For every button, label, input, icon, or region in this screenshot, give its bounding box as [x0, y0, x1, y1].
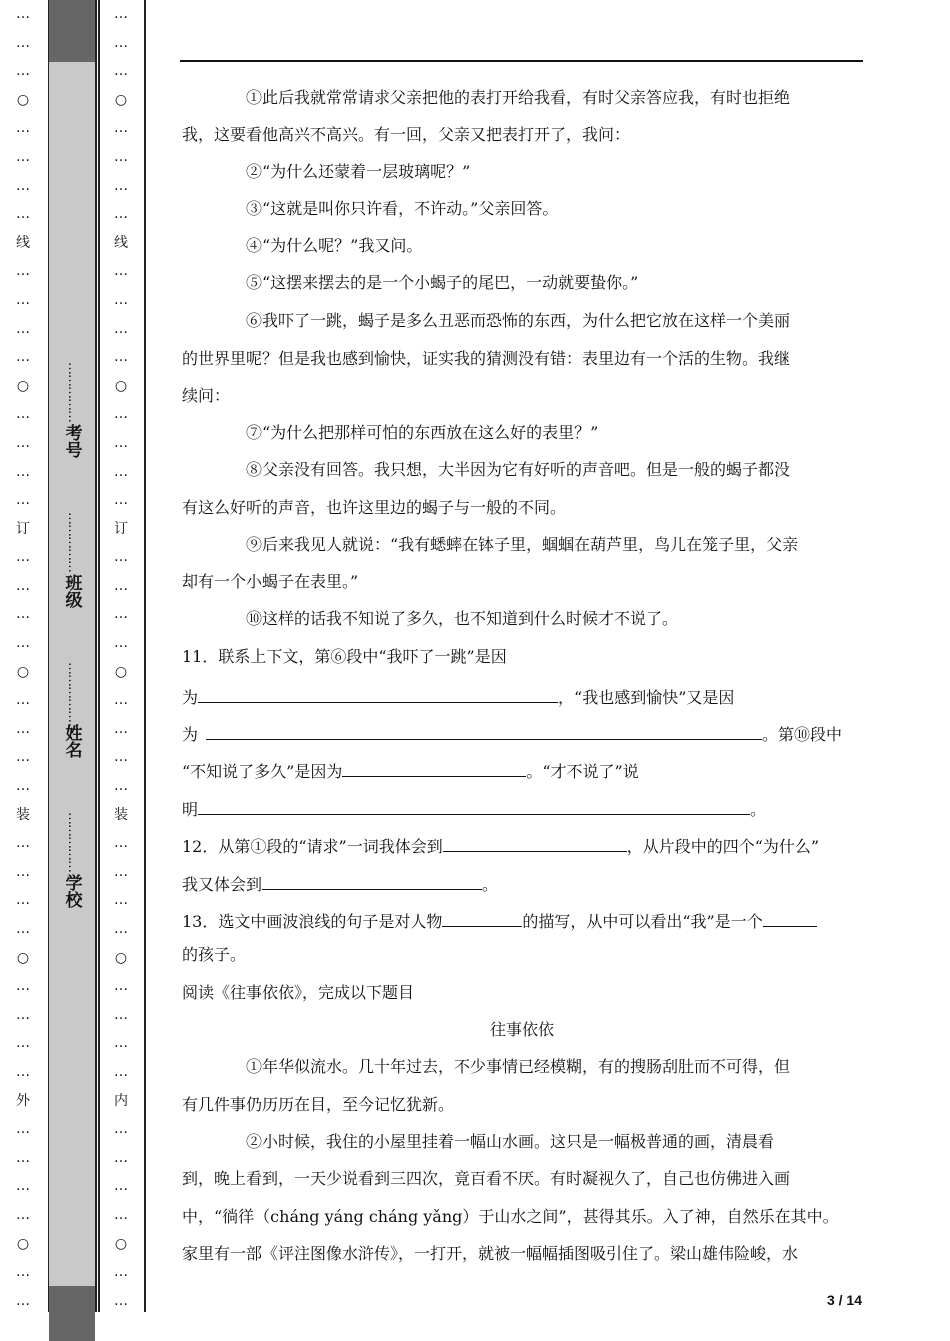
binding-dots: … [114, 349, 128, 366]
binding-circle: ○ [114, 377, 128, 394]
band-cap-bottom [49, 1286, 95, 1341]
binding-dots: … [114, 1206, 128, 1223]
binding-dots: … [16, 1006, 30, 1023]
field-label: 考号 [61, 424, 82, 458]
binding-dots: … [114, 206, 128, 223]
binding-circle: ○ [114, 1235, 128, 1252]
binding-dots: … [114, 778, 128, 795]
binding-dots: … [114, 720, 128, 737]
reading-intro: 阅读《往事依依》，完成以下题目 [182, 983, 415, 1002]
answer-blank[interactable] [198, 796, 750, 815]
question-text: 。第⑩段中 [762, 725, 843, 744]
binding-dots: … [114, 577, 128, 594]
binding-dots: … [114, 892, 128, 909]
binding-circle: ○ [16, 1235, 30, 1252]
binding-label: 装 [114, 806, 128, 823]
binding-circle: ○ [114, 91, 128, 108]
answer-blank[interactable] [443, 833, 627, 852]
binding-dots: … [114, 120, 128, 137]
field-label: 学校 [61, 874, 82, 908]
paragraph-line: 到，晚上看到，一天少说看到三四次，竟百看不厌。有时凝视久了，自己也仿佛进入画 [182, 1169, 791, 1188]
binding-dots: … [16, 492, 30, 509]
binding-dots: … [114, 6, 128, 22]
binding-dots: … [16, 892, 30, 909]
binding-dots: … [16, 720, 30, 737]
binding-dots: … [16, 778, 30, 795]
question-11-line [182, 796, 862, 820]
paragraph-line: 中，“徜徉（cháng yáng cháng yǎng）于山水之间”，甚得其乐。入了神，自然乐在其中。 [182, 1207, 839, 1226]
paragraph-line: ⑤“这摆来摆去的是一个小蝎子的尾巴，一动就要蛰你。” [246, 273, 639, 292]
binding-label: 外 [16, 1092, 30, 1109]
question-text: 13．选文中画波浪线的句子是对人物 [182, 912, 443, 931]
binding-dots: … [114, 463, 128, 480]
field-xingming [52, 662, 92, 758]
binding-dots: … [16, 921, 30, 937]
binding-dots: … [114, 749, 128, 766]
question-text: 为 [182, 725, 199, 744]
question-text: 。“才不说了”说 [526, 762, 639, 781]
binding-circle: ○ [16, 663, 30, 680]
answer-blank[interactable] [342, 758, 526, 777]
binding-dots: … [114, 1006, 128, 1023]
binding-label: 装 [16, 806, 30, 823]
binding-label: 线 [114, 234, 128, 251]
binding-dots: … [16, 320, 30, 337]
question-13-line: 的孩子。 [182, 945, 247, 964]
paragraph-line: ④“为什么呢？”我又问。 [246, 236, 423, 255]
question-text: 12．从第①段的“请求”一词我体会到 [182, 837, 443, 856]
binding-dots: … [16, 291, 30, 308]
binding-dots: … [114, 863, 128, 880]
binding-dots: … [114, 1063, 128, 1080]
field-kaohao [52, 362, 92, 458]
binding-dots: … [114, 549, 128, 566]
paragraph-line: ③“这就是叫你只许看，不许动。”父亲回答。 [246, 199, 559, 218]
binding-dots: … [16, 34, 30, 51]
binding-dots: … [16, 463, 30, 480]
binding-label: 订 [114, 520, 128, 537]
binding-dots: … [114, 492, 128, 509]
paragraph-line: 却有一个小蝎子在表里。” [182, 572, 359, 591]
binding-dots: … [16, 606, 30, 623]
paragraph-line: 家里有一部《评注图像水浒传》，一打开，就被一幅幅插图吸引住了。梁山雄伟险峻，水 [182, 1244, 799, 1263]
binding-circle: ○ [16, 377, 30, 394]
binding-dots: … [16, 1035, 30, 1052]
binding-dots: … [16, 1206, 30, 1223]
paragraph-line: ⑧父亲没有回答。我只想，大半因为它有好听的声音吧。但是一般的蝎子都没 [246, 460, 791, 479]
outer-margin-column [8, 0, 38, 1312]
binding-label: 内 [114, 1092, 128, 1109]
binding-dots: … [16, 349, 30, 366]
binding-dots: … [16, 148, 30, 165]
binding-dots: … [114, 1178, 128, 1195]
binding-dots: … [16, 120, 30, 137]
band-cap-top [49, 0, 95, 62]
fill-dots: …………… [65, 662, 80, 722]
inner-margin-column [106, 0, 136, 1312]
field-label: 姓名 [61, 724, 82, 758]
binding-dots: … [114, 1035, 128, 1052]
answer-blank[interactable] [206, 721, 762, 740]
binding-dots: … [114, 406, 128, 423]
binding-dots: … [114, 320, 128, 337]
binding-dots: … [16, 1121, 30, 1138]
page-number: 3 / 14 [826, 1292, 862, 1308]
question-11-line [182, 721, 862, 745]
passage-title: 往事依依 [489, 1020, 554, 1039]
binding-dots: … [114, 835, 128, 852]
binding-label: 订 [16, 520, 30, 537]
binding-dots: … [114, 1264, 128, 1281]
binding-dots: … [16, 1292, 30, 1309]
binding-dots: … [16, 635, 30, 652]
binding-dots: … [16, 206, 30, 223]
binding-dots: … [16, 549, 30, 566]
question-text: 我又体会到 [182, 875, 263, 894]
binding-dots: … [16, 1264, 30, 1281]
binding-dots: … [114, 692, 128, 709]
question-text: ，“我也感到愉快”又是因 [558, 688, 735, 707]
paragraph-line: ②“为什么还蒙着一层玻璃呢？” [246, 162, 471, 181]
binding-dots: … [16, 835, 30, 852]
margin-rule [95, 0, 97, 1312]
paragraph-line: 有几件事仍历历在目，至今记忆犹新。 [182, 1095, 455, 1114]
binding-circle: ○ [16, 949, 30, 966]
question-text: “不知说了多久”是因为 [182, 762, 343, 781]
binding-dots: … [114, 148, 128, 165]
paragraph-line: ⑩这样的话我不知说了多久，也不知道到什么时候才不说了。 [246, 609, 679, 628]
question-text: 。 [482, 875, 499, 894]
binding-dots: … [114, 34, 128, 51]
binding-dots: … [16, 63, 30, 80]
binding-dots: … [16, 1063, 30, 1080]
binding-dots: … [114, 1121, 128, 1138]
binding-dots: … [16, 406, 30, 423]
question-12-line [182, 871, 862, 895]
binding-dots: … [114, 291, 128, 308]
answer-blank[interactable] [198, 684, 558, 703]
binding-dots: … [16, 177, 30, 194]
fill-dots: …………… [65, 512, 80, 572]
binding-dots: … [16, 749, 30, 766]
field-banji [52, 512, 92, 608]
binding-dots: … [16, 1149, 30, 1166]
paragraph-line: ⑨后来我见人就说：“我有蟋蟀在钵子里，蝈蝈在葫芦里，鸟儿在笼子里，父亲 [246, 535, 799, 554]
binding-circle: ○ [114, 663, 128, 680]
question-11: 11．联系上下文，第⑥段中“我吓了一跳”是因 [182, 647, 507, 666]
paragraph-line: 续问： [182, 386, 231, 405]
paragraph-line: ②小时候，我住的小屋里挂着一幅山水画。这只是一幅极普通的画，清晨看 [246, 1132, 775, 1151]
question-13 [182, 908, 862, 932]
paragraph-line: 有这么好听的声音，也许这里边的蝎子与一般的不同。 [182, 498, 567, 517]
binding-dots: … [114, 921, 128, 937]
binding-dots: … [16, 1178, 30, 1195]
paragraph-line: 的世界里呢？但是我也感到愉快，证实我的猜测没有错：表里边有一个活的生物。我继 [182, 349, 791, 368]
binding-label: 线 [16, 234, 30, 251]
binding-circle: ○ [16, 91, 30, 108]
binding-dots: … [16, 863, 30, 880]
question-text: ，从片段中的四个“为什么” [626, 837, 820, 856]
binding-dots: … [114, 434, 128, 451]
paragraph-line: ⑦“为什么把那样可怕的东西放在这么好的表里？” [246, 423, 599, 442]
paragraph-line: 我，这要看他高兴不高兴。有一回，父亲又把表打开了，我问： [182, 125, 631, 144]
header-rule [180, 60, 863, 62]
binding-dots: … [114, 606, 128, 623]
binding-dots: … [16, 434, 30, 451]
question-text: 。 [750, 800, 767, 819]
field-xuexiao [52, 812, 92, 908]
binding-dots: … [16, 978, 30, 995]
question-11-line [182, 758, 862, 782]
paragraph-line: ①此后我就常常请求父亲把他的表打开给我看，有时父亲答应我，有时也拒绝 [246, 88, 791, 107]
binding-dots: … [16, 6, 30, 22]
fill-dots: …………… [65, 812, 80, 872]
fill-dots: …………… [65, 362, 80, 422]
binding-dots: … [114, 1292, 128, 1309]
question-text: 明 [182, 800, 199, 819]
question-11-line [182, 684, 862, 708]
binding-dots: … [114, 263, 128, 280]
question-text: 的描写，从中可以看出“我”是一个 [522, 912, 763, 931]
binding-dots: … [114, 177, 128, 194]
question-12 [182, 833, 862, 857]
binding-dots: … [16, 263, 30, 280]
margin-rule [144, 0, 146, 1312]
binding-dots: … [16, 577, 30, 594]
question-text: 为 [182, 688, 199, 707]
paragraph-line: ⑥我吓了一跳，蝎子是多么丑恶而恐怖的东西，为什么把它放在这样一个美丽 [246, 311, 791, 330]
binding-dots: … [114, 63, 128, 80]
binding-dots: … [114, 1149, 128, 1166]
margin-rule [98, 0, 100, 1312]
answer-blank[interactable] [763, 908, 817, 927]
answer-blank[interactable] [442, 908, 522, 927]
answer-blank[interactable] [262, 871, 482, 890]
binding-dots: … [114, 978, 128, 995]
binding-dots: … [114, 635, 128, 652]
binding-circle: ○ [114, 949, 128, 966]
field-label: 班级 [61, 574, 82, 608]
binding-dots: … [16, 692, 30, 709]
paragraph-line: ①年华似流水。几十年过去，不少事情已经模糊，有的搜肠刮肚而不可得，但 [246, 1057, 791, 1076]
